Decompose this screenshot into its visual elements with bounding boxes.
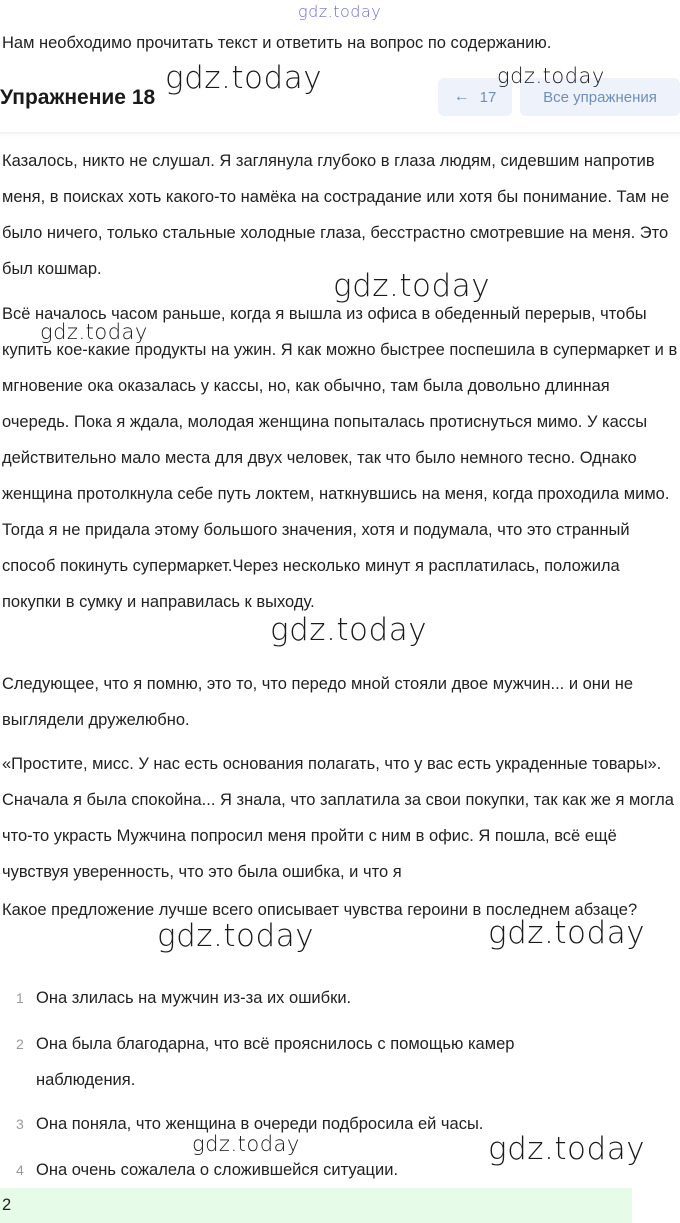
text-paragraph: «Простите, мисс. У нас есть основания полагать, что у вас есть украденные товары». Сначала я была спокойна... Я знала, что заплатила за свои покупки, так как же я могла что-то украсть Мужчина попросил меня пройти с ним в офис. Я пошла, всё ещё чувствуя уверенность, что это была ошибка, и что я — [2, 755, 674, 881]
watermark: gdz.today — [192, 1132, 300, 1156]
option-number: 4 — [16, 1162, 24, 1178]
text-paragraph: Казалось, никто не слушал. Я заглянула глубоко в глаза людям, сидевшим напротив меня, в поисках хоть какого-то намёка на сострадание или хотя бы понимание. Там не было ничего, только стальные холодные глаза, бесстрастно смотревшие на меня. Это был кошмар. — [2, 152, 670, 278]
watermark: gdz.today — [165, 60, 323, 96]
option-number: 3 — [16, 1116, 24, 1132]
watermark: gdz.today — [488, 915, 646, 951]
option-number: 1 — [16, 990, 24, 1006]
option-text: Она очень сожалела о сложившейся ситуации. — [36, 1161, 399, 1179]
watermark: gdz.today — [488, 1131, 646, 1167]
previous-exercise-label: 17 — [479, 88, 497, 106]
option-text: Она была благодарна, что всё прояснилось с помощью камер наблюдения. — [36, 1035, 515, 1089]
watermark: gdz.today — [333, 268, 491, 304]
text-paragraph: Следующее, что я помню, это то, что передо мной стояли двое мужчин... и они не выглядели дружелюбно. — [2, 675, 634, 729]
watermark: gdz.today — [298, 2, 382, 21]
header-divider — [0, 132, 680, 137]
all-exercises-button[interactable]: Все упражнения — [520, 78, 680, 116]
intro-text: Нам необходимо прочитать текст и ответить на вопрос по содержанию. — [2, 34, 552, 52]
option-text: Она злилась на мужчин из-за их ошибки. — [36, 989, 352, 1007]
watermark: gdz.today — [270, 612, 428, 648]
watermark: gdz.today — [497, 64, 605, 88]
text-paragraph: Всё началось часом раньше, когда я вышла из офиса в обеденный перерыв, чтобы купить кое-какие продукты на ужин. Я как можно быстрее поспешила в супермаркет и в мгновение ока оказалась у кассы, но, как обычно, там была довольно длинная очередь. Пока я ждала, молодая женщина попыталась протиснуться мимо. У кассы действительно мало места для двух человек, так что было немного тесно. Однако женщина протолкнула себе путь локтем, наткнувшись на меня, когда проходила мимо. Тогда я не придала этому большого значения, хотя и подумала, что это странный способ покинуть супермаркет.Через несколько минут я расплатилась, положила покупки в сумку и направилась к выходу. — [2, 305, 678, 611]
answer-box: 2 — [0, 1188, 632, 1223]
page-title: Упражнение 18 — [0, 86, 156, 109]
arrow-left-icon: ← — [453, 88, 470, 105]
option-number: 2 — [16, 1036, 24, 1052]
question-text: Какое предложение лучше всего описывает чувства героини в последнем абзаце? — [2, 901, 638, 919]
option-text: Она поняла, что женщина в очереди подбросила ей часы. — [36, 1115, 484, 1133]
watermark: gdz.today — [40, 320, 148, 344]
watermark: gdz.today — [157, 918, 315, 954]
